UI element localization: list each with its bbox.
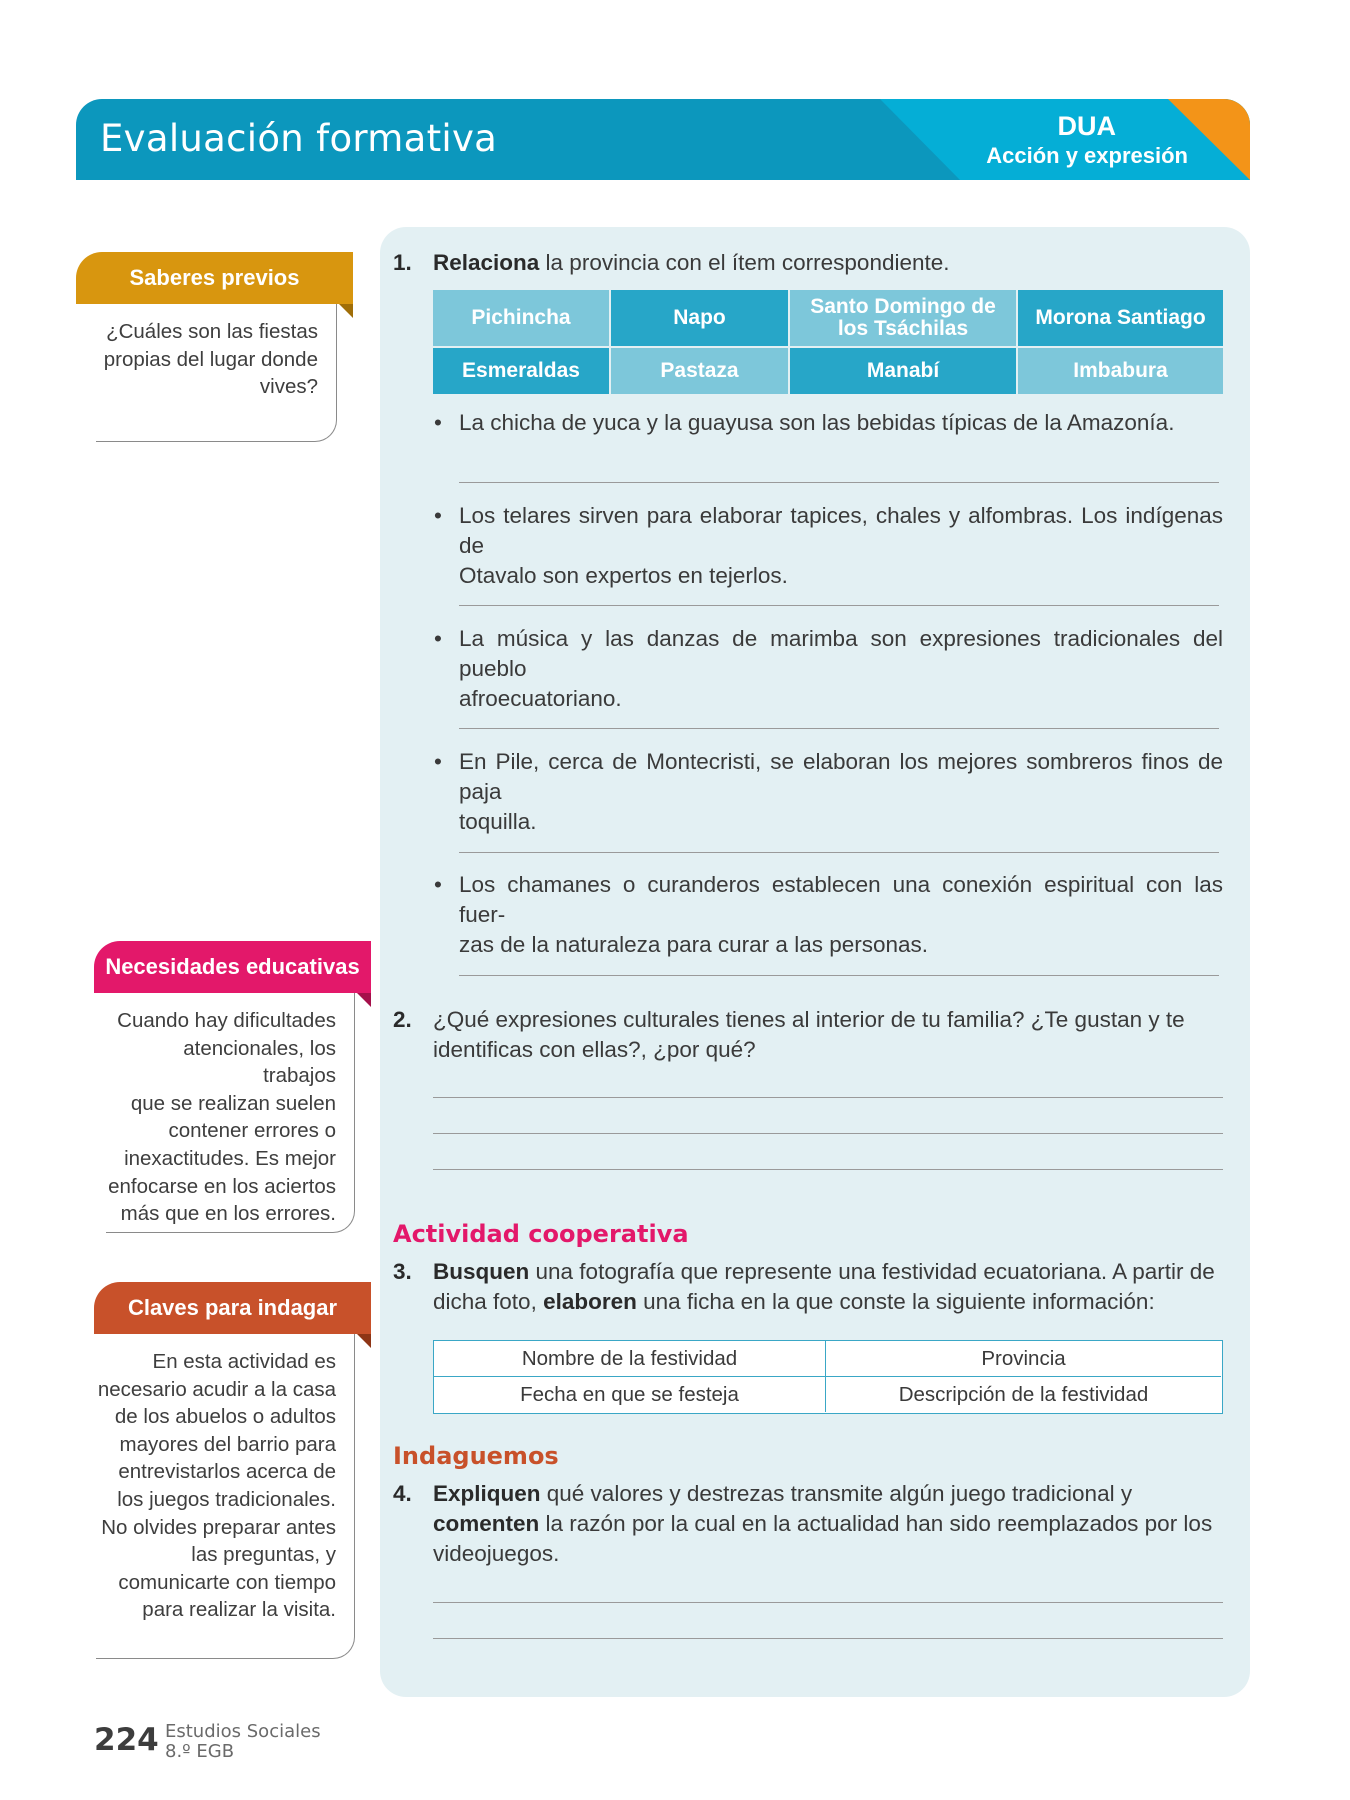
necesidades-text-line: Cuando hay dificultades bbox=[117, 1009, 336, 1032]
answer-line[interactable] bbox=[459, 975, 1219, 976]
answer-line[interactable] bbox=[459, 728, 1219, 729]
bullet-item-line: En Pile, cerca de Montecristi, se elaboran los mejores sombreros finos de paja bbox=[459, 749, 1223, 804]
necesidades-text-line: más que en los errores. bbox=[120, 1202, 336, 1226]
question-3-pre: dicha foto, bbox=[433, 1289, 544, 1314]
province-cell: Esmeraldas bbox=[433, 348, 609, 394]
bullet-item-line: toquilla. bbox=[459, 809, 537, 834]
answer-line[interactable] bbox=[433, 1169, 1223, 1170]
question-1-rest: la provincia con el ítem correspondiente. bbox=[539, 250, 950, 275]
question-3-verb: Busquen bbox=[433, 1259, 530, 1284]
indaguemos-title: Indaguemos bbox=[393, 1442, 559, 1470]
claves-text-line: las preguntas, y bbox=[191, 1543, 336, 1567]
question-3-prompt bbox=[433, 1257, 1223, 1317]
province-cell: Napo bbox=[611, 290, 788, 346]
question-4-number: 4. bbox=[393, 1481, 412, 1506]
answer-line[interactable] bbox=[459, 482, 1219, 483]
saberes-fold bbox=[339, 304, 353, 318]
claves-text-line: necesario acudir a la casa bbox=[97, 1377, 336, 1401]
province-cell: Morona Santiago bbox=[1018, 290, 1223, 346]
footer-subject: Estudios Sociales bbox=[165, 1721, 321, 1742]
page-number: 224 bbox=[94, 1722, 159, 1758]
question-4-rest: la razón por la cual en la actualidad han sido reemplazados por los bbox=[539, 1511, 1213, 1536]
answer-line[interactable] bbox=[433, 1097, 1223, 1098]
claves-para-indagar-title: Claves para indagar bbox=[127, 1295, 338, 1320]
bullet-item-line: Los chamanes o curanderos establecen una conexión espiritual con las fuer- bbox=[459, 872, 1223, 927]
bullet-item bbox=[459, 624, 1223, 714]
answer-line[interactable] bbox=[433, 1133, 1223, 1134]
claves-text-line: entrevistarlos acerca de bbox=[118, 1460, 336, 1484]
necesidades-text-line: contener errores o bbox=[168, 1119, 336, 1143]
necesidades-text-line: enfocarse en los aciertos bbox=[108, 1174, 336, 1198]
province-cell bbox=[790, 290, 1016, 346]
claves-text-line: de los abuelos o adultos bbox=[114, 1405, 336, 1429]
answer-line[interactable] bbox=[433, 1602, 1223, 1603]
festival-info-cell: Nombre de la festividad bbox=[434, 1341, 826, 1377]
bullet-item-line: Otavalo son expertos en tejerlos. bbox=[459, 563, 788, 588]
bullet-item-line: La música y las danzas de marimba son expresiones tradicionales del pueblo bbox=[459, 626, 1223, 681]
bullet-dot: • bbox=[434, 749, 442, 774]
claves-text-line: No olvides preparar antes bbox=[101, 1515, 336, 1539]
page-title: Evaluación formativa bbox=[100, 117, 498, 160]
bullet-item-line: afroecuatoriano. bbox=[459, 686, 622, 711]
question-3-line bbox=[433, 1287, 1223, 1317]
bullet-item bbox=[459, 501, 1223, 591]
necesidades-text-line: inexactitudes. Es mejor bbox=[124, 1146, 336, 1170]
question-4-rest: qué valores y destrezas transmite algún juego tradicional y bbox=[540, 1481, 1133, 1506]
claves-text-line: para realizar la visita. bbox=[142, 1598, 336, 1622]
saberes-previos-tab bbox=[76, 252, 353, 304]
claves-text-line: En esta actividad es bbox=[152, 1350, 336, 1373]
question-2-line: identificas con ellas?, ¿por qué? bbox=[433, 1037, 756, 1062]
page-header bbox=[76, 99, 1250, 180]
question-2-prompt bbox=[433, 1005, 1223, 1065]
necesidades-text-line: atencionales, los trabajos bbox=[183, 1036, 336, 1088]
question-1-verb: Relaciona bbox=[433, 250, 540, 275]
province-cell: Imbabura bbox=[1018, 348, 1223, 394]
claves-text-line: los juegos tradicionales. bbox=[117, 1487, 336, 1511]
province-cell: Manabí bbox=[790, 348, 1016, 394]
province-cell-line: Santo Domingo de bbox=[810, 295, 996, 318]
claves-para-indagar-tab bbox=[94, 1282, 371, 1334]
province-cell-line: los Tsáchilas bbox=[837, 317, 969, 340]
question-3-rest: una ficha en la que conste la siguiente información: bbox=[636, 1289, 1155, 1314]
saberes-text-line: vives? bbox=[259, 375, 318, 399]
festival-info-table bbox=[433, 1340, 1223, 1414]
necesidades-educativas-tab bbox=[94, 941, 371, 993]
answer-line[interactable] bbox=[459, 605, 1219, 606]
question-2-line: ¿Qué expresiones culturales tienes al interior de tu familia? ¿Te gustan y te bbox=[433, 1007, 1185, 1032]
saberes-previos-title: Saberes previos bbox=[129, 265, 300, 290]
bullet-dot: • bbox=[434, 872, 442, 897]
bullet-item-line: Los telares sirven para elaborar tapices, chales y alfombras. Los indígenas de bbox=[459, 503, 1223, 558]
necesidades-text-line: que se realizan suelen bbox=[130, 1091, 336, 1115]
question-4-verb: comenten bbox=[433, 1511, 540, 1536]
dua-title: DUA bbox=[1057, 111, 1116, 141]
claves-text-line: mayores del barrio para bbox=[119, 1432, 336, 1456]
saberes-text-line: ¿Cuáles son las fiestas bbox=[106, 320, 318, 343]
bullet-item-line: La chicha de yuca y la guayusa son las bebidas típicas de la Amazonía. bbox=[459, 410, 1175, 435]
festival-info-cell: Fecha en que se festeja bbox=[434, 1377, 826, 1412]
question-4-prompt bbox=[433, 1479, 1223, 1569]
question-4-line: videojuegos. bbox=[433, 1541, 560, 1566]
question-4-line bbox=[433, 1479, 1223, 1509]
question-1-number: 1. bbox=[393, 250, 412, 275]
necesidades-educativas-title: Necesidades educativas bbox=[105, 954, 360, 979]
festival-info-cell: Provincia bbox=[826, 1341, 1221, 1377]
necesidades-educativas-body bbox=[106, 993, 355, 1233]
answer-line[interactable] bbox=[433, 1638, 1223, 1639]
bullet-dot: • bbox=[434, 503, 442, 528]
bullet-dot: • bbox=[434, 410, 442, 435]
saberes-text-line: propias del lugar donde bbox=[103, 347, 318, 371]
bullet-item-line: zas de la naturaleza para curar a las personas. bbox=[459, 932, 929, 957]
question-3-rest: una fotografía que represente una festividad ecuatoriana. A partir de bbox=[529, 1259, 1215, 1284]
province-cell: Pichincha bbox=[433, 290, 609, 346]
dua-subtitle: Acción y expresión bbox=[986, 143, 1188, 168]
claves-text-line: comunicarte con tiempo bbox=[118, 1570, 336, 1594]
question-3-line bbox=[433, 1257, 1223, 1287]
claves-fold bbox=[357, 1334, 371, 1348]
bullet-item bbox=[459, 747, 1223, 837]
claves-para-indagar-body bbox=[96, 1334, 355, 1659]
actividad-cooperativa-title: Actividad cooperativa bbox=[393, 1220, 689, 1248]
bullet-item bbox=[459, 870, 1223, 960]
saberes-previos-body bbox=[96, 304, 337, 442]
bullet-item bbox=[459, 408, 1223, 438]
bullet-dot: • bbox=[434, 626, 442, 651]
question-1-prompt bbox=[433, 248, 1223, 278]
answer-line[interactable] bbox=[459, 852, 1219, 853]
question-4-line bbox=[433, 1509, 1223, 1539]
footer-grade: 8.º EGB bbox=[165, 1741, 235, 1762]
question-2-number: 2. bbox=[393, 1007, 412, 1032]
question-4-verb: Expliquen bbox=[433, 1481, 541, 1506]
question-3-number: 3. bbox=[393, 1259, 412, 1284]
festival-info-cell: Descripción de la festividad bbox=[898, 1382, 1149, 1406]
province-cell: Pastaza bbox=[611, 348, 788, 394]
activity-panel bbox=[380, 227, 1250, 1697]
question-3-verb: elaboren bbox=[543, 1289, 637, 1314]
necesidades-fold bbox=[357, 993, 371, 1007]
